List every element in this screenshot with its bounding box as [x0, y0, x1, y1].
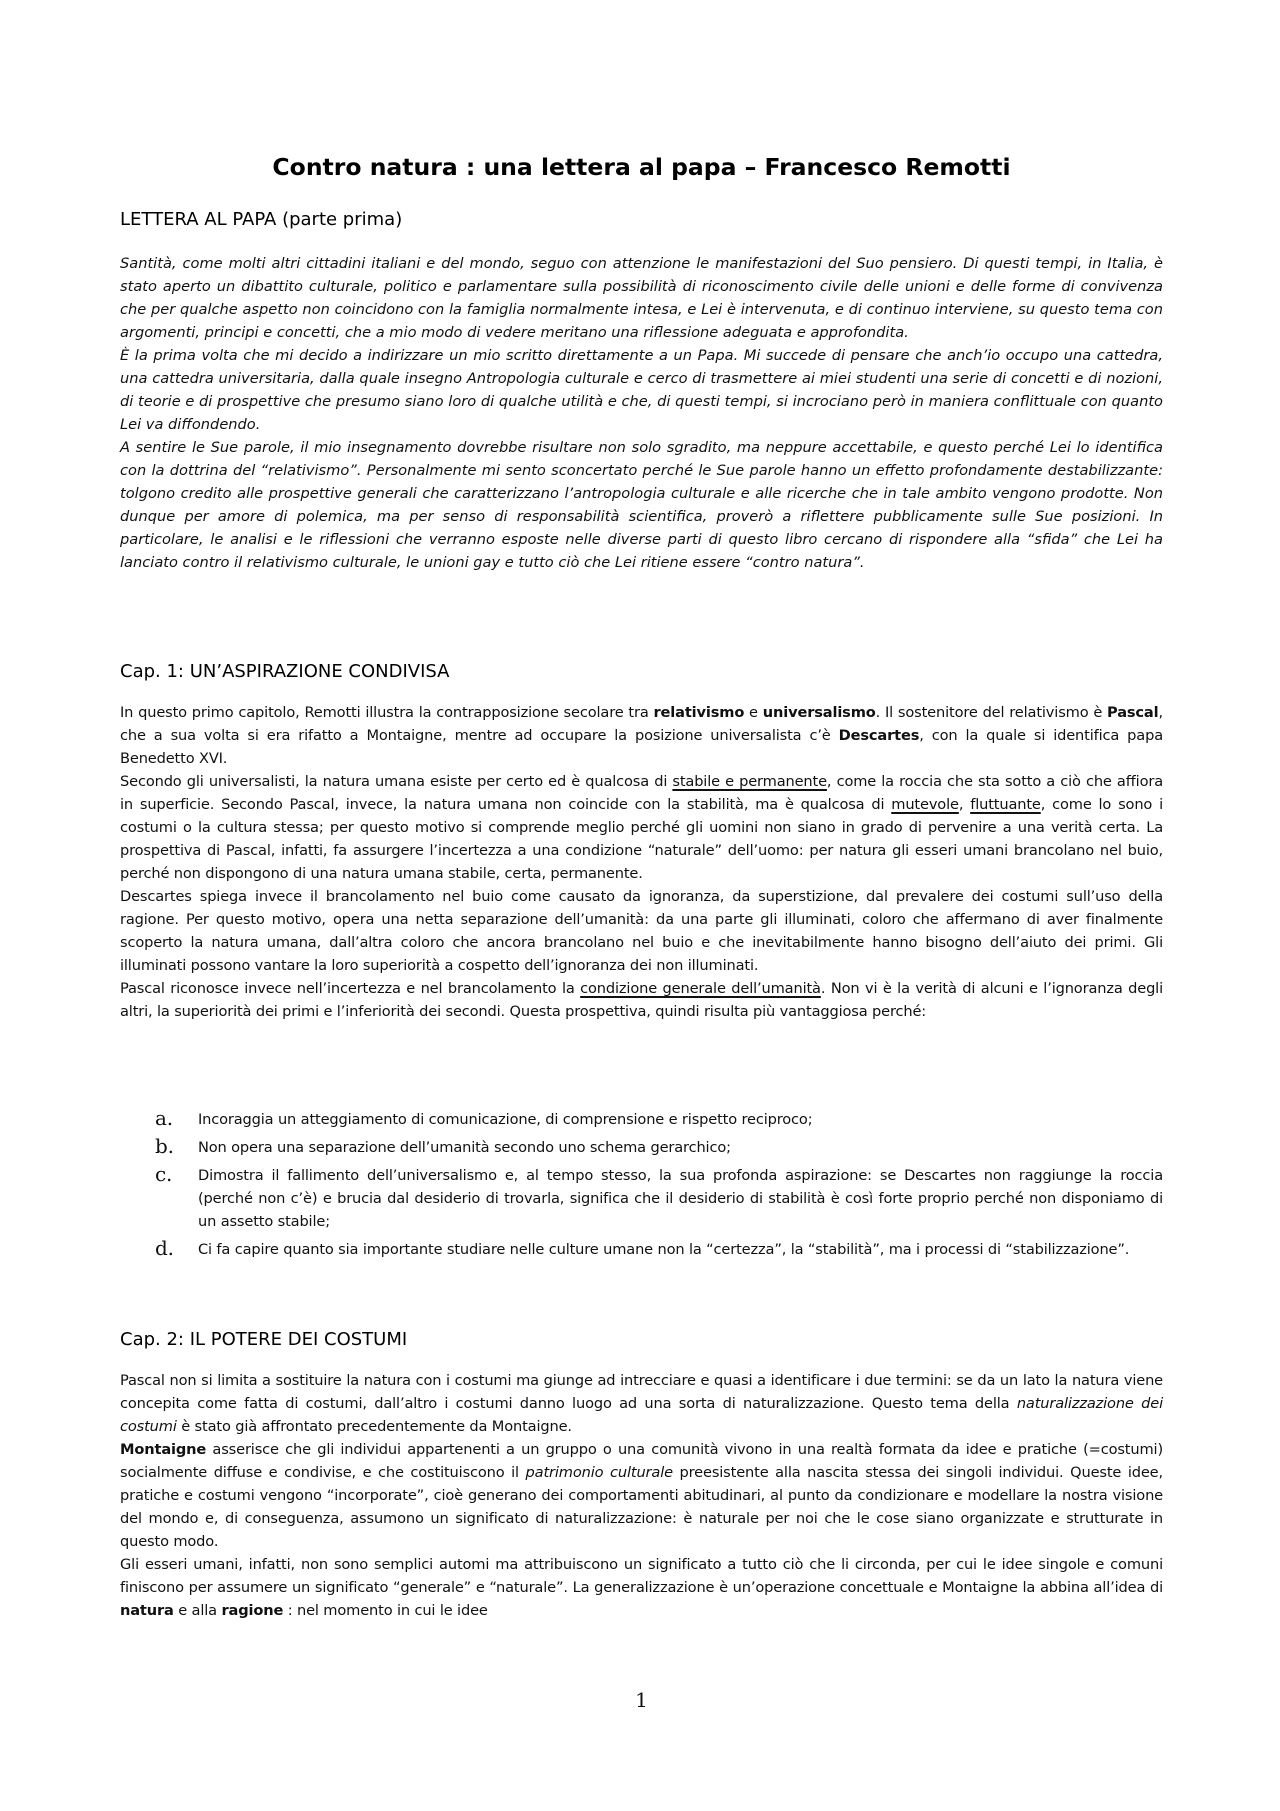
- letter-paragraph-3: A sentire le Sue parole, il mio insegnamento dovrebbe risultare non solo sgradito, ma neppure accettabile, e questo perché Lei lo identifica con la dottrina del “relativismo”. Personalmente mi sento sconcertato perché le Sue parole hanno un effetto profondamente destabilizzante: tolgono credito alle prospettive generali che caratterizzano l’antropologia culturale e alle ricerche che in tale ambito vengono prodotte. Non dunque per amore di polemica, ma per senso di responsabilità scientifica, proverò a riflettere pubblicamente sulle Sue posizioni. In particolare, le analisi e le riflessioni che verranno esposte nelle diverse parti di questo libro cercano di rispondere alla “sfida” che Lei ha lanciato contro il relativismo culturale, le unioni gay e tutto ciò che Lei ritiene essere “contro natura”.: [120, 439, 1163, 571]
- chapter-2-body: [120, 1369, 1163, 1622]
- term-ragione: ragione: [221, 1602, 284, 1619]
- letter-paragraph-1: Santità, come molti altri cittadini italiani e del mondo, seguo con attenzione le manifestazioni del Suo pensiero. Di questi tempi, in Italia, è stato aperto un dibattito culturale, politico e parlamentare sulla possibilità di riconoscimento civile delle unioni e delle forme di convivenza che per qualche aspetto non coincidono con la famiglia normalmente intesa, e Lei è intervenuta, e di continuo interviene, su questo tema con argomenti, principi e concetti, che a mio modo di vedere meritano una riflessione adeguata e approfondita.: [120, 255, 1163, 341]
- italic-phrase: patrimonio culturale: [525, 1464, 673, 1481]
- text: preesistente alla nascita stessa dei singoli individui. Queste idee, pratiche e costumi vengono “incorporate”, cioè generano dei comportamenti abitudinari, al punto da condizionare e modellare la nostra visione del mondo e, di conseguenza, assumono un significato di naturalizzazione: è naturale per noi che le cose siano organizzate e strutturate in questo modo.: [120, 1464, 1164, 1550]
- text: e: [744, 704, 763, 721]
- text: asserisce che gli individui appartenenti a un gruppo o una comunità vivono in una realtà formata da idee e pratiche (=costumi) socialmente diffuse e condivise, e che costituiscono il: [120, 1441, 1163, 1481]
- italic-phrase: naturalizzazione dei costumi: [120, 1395, 1163, 1435]
- chapter-2-heading: Cap. 2: IL POTERE DEI COSTUMI: [120, 1329, 408, 1350]
- chapter-1-paragraph-4: [120, 977, 1163, 1023]
- term-natura: natura: [120, 1602, 174, 1619]
- text: ,: [958, 796, 971, 813]
- text: e alla: [173, 1602, 222, 1619]
- text: , che a sua volta si era rifatto a Montaigne, mentre ad occupare la posizione universalista c’è: [120, 704, 1163, 744]
- list-item-text: Ci fa capire quanto sia importante studiare nelle culture umane non la “certezza”, la “stabilità”, ma i processi di “stabilizzazione”.: [198, 1241, 1130, 1258]
- letter-body: [120, 252, 1163, 574]
- list-item-text: Dimostra il fallimento dell’universalismo e, al tempo stesso, la sua profonda aspirazione: se Descartes non raggiunge la roccia (perché non c’è) e brucia dal desiderio di trovarla, significa che il desiderio di stabilità è così forte proprio perché non disponiamo di un assetto stabile;: [198, 1167, 1163, 1230]
- text: è stato già affrontato precedentemente da Montaigne.: [176, 1418, 572, 1435]
- text: . Non vi è la verità di alcuni e l’ignoranza degli altri, la superiorità dei primi e l’inferiorità dei secondi. Questa prospettiva, quindi risulta più vantaggiosa perché:: [120, 980, 1163, 1020]
- chapter-1-paragraph-3: Descartes spiega invece il brancolamento nel buio come causato da ignoranza, da superstizione, dal prevalere dei costumi sull’uso della ragione. Per questo motivo, opera una netta separazione dell’umanità: da una parte gli illuminati, coloro che affermano di aver finalmente scoperto la natura umana, dall’altra coloro che ancora brancolano nel buio e che inevitabilmente hanno bisogno dell’aiuto dei primi. Gli illuminati possono vantare la loro superiorità a cospetto dell’ignoranza dei non illuminati.: [120, 888, 1163, 974]
- text: , come lo sono i costumi o la cultura stessa; per questo motivo si comprende meglio perché gli uomini non siano in grado di pervenire a una verità certa. La prospettiva di Pascal, infatti, fa assurgere l’incertezza a una condizione “naturale” dell’uomo: per natura gli esseri umani brancolano nel buio, perché non dispongono di una natura umana stabile, certa, permanente.: [120, 796, 1163, 882]
- underlined-phrase: fluttuante: [970, 796, 1041, 813]
- list-item-text: Incoraggia un atteggiamento di comunicazione, di comprensione e rispetto reciproco;: [198, 1111, 813, 1128]
- list-marker: a.: [155, 1106, 173, 1130]
- text: : nel momento in cui le idee: [283, 1602, 488, 1619]
- text: Secondo gli universalisti, la natura umana esiste per certo ed è qualcosa di: [120, 773, 673, 790]
- underlined-phrase: condizione generale dell’umanità: [580, 980, 821, 997]
- chapter-1-paragraph-1: [120, 701, 1163, 770]
- list-item: [155, 1108, 1163, 1131]
- text: , come la roccia che sta sotto a ciò che affiora in superficie. Secondo Pascal, invece, la natura umana non coincide con la stabilità, ma è qualcosa di: [120, 773, 1163, 813]
- term-universalismo: universalismo: [762, 704, 876, 721]
- text: Pascal riconosce invece nell’incertezza e nel brancolamento la: [120, 980, 581, 997]
- text: . Il sostenitore del relativismo è: [875, 704, 1108, 721]
- text: Gli esseri umani, infatti, non sono semplici automi ma attribuiscono un significato a tutto ciò che li circonda, per cui le idee singole e comuni finiscono per assumere un significato “generale” e “naturale”. La generalizzazione è un’operazione concettuale e Montaigne la abbina all’idea di: [120, 1556, 1163, 1596]
- advantages-list: [155, 1108, 1163, 1266]
- chapter-2-paragraph-3: [120, 1553, 1163, 1622]
- section-heading-letter: LETTERA AL PAPA (parte prima): [120, 209, 403, 230]
- term-pascal: Pascal: [1107, 704, 1159, 721]
- list-marker: d.: [155, 1236, 174, 1260]
- document-title: Contro natura : una lettera al papa – Francesco Remotti: [272, 153, 1011, 181]
- letter-paragraph-2: È la prima volta che mi decido a indirizzare un mio scritto direttamente a un Papa. Mi succede di pensare che anch’io occupo una cattedra, una cattedra universitaria, dalla quale insegno Antropologia culturale e cerco di trasmettere ai miei studenti una serie di concetti e di nozioni, di teorie e di prospettive che presumo siano loro di qualche utilità e che, di questi tempi, si incrociano però in maniera conflittuale con quanto Lei va diffondendo.: [120, 347, 1163, 433]
- chapter-1-paragraph-2: [120, 770, 1163, 885]
- text: In questo primo capitolo, Remotti illustra la contrapposizione secolare tra: [120, 704, 654, 721]
- page-number: 1: [635, 1688, 648, 1712]
- list-item: [155, 1238, 1163, 1261]
- list-marker: b.: [155, 1134, 174, 1158]
- chapter-2-paragraph-1: [120, 1369, 1163, 1438]
- underlined-phrase: mutevole: [891, 796, 959, 813]
- chapter-1-heading: Cap. 1: UN’ASPIRAZIONE CONDIVISA: [120, 661, 450, 682]
- list-item: [155, 1136, 1163, 1159]
- term-descartes: Descartes: [838, 727, 920, 744]
- chapter-1-body: [120, 701, 1163, 1023]
- underlined-phrase: stabile e permanente: [672, 773, 827, 790]
- term-montaigne: Montaigne: [120, 1441, 207, 1458]
- list-item: [155, 1164, 1163, 1233]
- text: , con la quale si identifica papa Benedetto XVI.: [120, 727, 1163, 767]
- list-item-text: Non opera una separazione dell’umanità secondo uno schema gerarchico;: [198, 1139, 731, 1156]
- list-marker: c.: [155, 1162, 173, 1186]
- chapter-2-paragraph-2: [120, 1438, 1163, 1553]
- term-relativismo: relativismo: [653, 704, 745, 721]
- text: Pascal non si limita a sostituire la natura con i costumi ma giunge ad intrecciare e quasi a identificare i due termini: se da un lato la natura viene concepita come fatta di costumi, dall’altro i costumi danno luogo ad una sorta di naturalizzazione. Questo tema della: [120, 1372, 1163, 1412]
